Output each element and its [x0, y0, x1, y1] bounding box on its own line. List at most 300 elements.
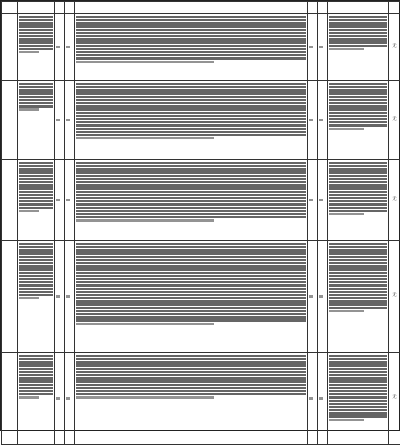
text-line — [19, 171, 53, 173]
text-line — [76, 207, 306, 209]
text-line — [19, 200, 53, 202]
text-line — [329, 108, 387, 110]
text-line — [19, 162, 53, 164]
text-line — [76, 213, 306, 215]
text-line — [329, 361, 387, 363]
text-line — [76, 380, 306, 382]
text-line — [76, 51, 306, 53]
text-line — [76, 243, 306, 245]
text-line — [19, 41, 53, 43]
text-line — [19, 294, 53, 296]
text-line — [76, 48, 306, 50]
text-line — [76, 368, 306, 370]
text-line — [329, 406, 387, 408]
text-line — [19, 249, 53, 251]
text-line — [19, 207, 53, 209]
text-line — [76, 313, 306, 315]
text-line — [76, 184, 306, 186]
text-line — [56, 295, 60, 297]
row-rectify — [389, 14, 400, 81]
row-id — [2, 14, 18, 81]
row-type-1 — [55, 241, 65, 353]
text-line — [19, 96, 53, 98]
text-line — [76, 358, 306, 360]
row-type-1 — [55, 81, 65, 160]
text-line — [76, 384, 306, 386]
text-line — [329, 118, 387, 120]
text-line — [19, 35, 53, 37]
row-type-1 — [55, 160, 65, 241]
text-line — [19, 203, 53, 205]
text-line — [76, 168, 306, 170]
text-line — [329, 121, 387, 123]
text-line — [329, 358, 387, 360]
text-line — [76, 89, 306, 91]
text-line — [19, 384, 53, 386]
row-detail-lines — [76, 162, 306, 222]
text-line — [56, 397, 60, 399]
row-dept-1-lines — [309, 397, 316, 399]
text-line — [329, 390, 387, 392]
text-line — [76, 216, 306, 218]
row-dept-1 — [308, 81, 318, 160]
text-line — [76, 300, 306, 302]
row-detail — [75, 81, 308, 160]
row-dept-2 — [318, 241, 328, 353]
text-line — [329, 396, 387, 398]
text-line — [76, 181, 306, 183]
text-line — [19, 396, 39, 398]
text-line — [329, 19, 387, 21]
text-line — [76, 303, 306, 305]
text-line — [76, 265, 306, 267]
row-type-2-lines — [66, 199, 73, 201]
text-line — [76, 19, 306, 21]
text-line — [19, 99, 53, 101]
text-line — [329, 403, 387, 405]
text-line — [76, 319, 306, 321]
row-site — [18, 81, 55, 160]
row-detail-lines — [76, 16, 306, 63]
row-id — [2, 81, 18, 160]
header-detail — [75, 2, 308, 14]
text-line — [329, 112, 387, 114]
text-line — [329, 288, 387, 290]
table-header-row — [2, 2, 400, 14]
text-line — [329, 181, 387, 183]
text-line — [19, 377, 53, 379]
row-dept-1-lines — [309, 119, 316, 121]
text-line — [19, 29, 53, 31]
text-line — [329, 171, 387, 173]
text-line — [329, 83, 387, 85]
text-line — [66, 397, 70, 399]
text-line — [329, 377, 387, 379]
text-line — [329, 281, 387, 283]
text-line — [19, 380, 53, 382]
text-line — [329, 355, 387, 357]
text-line — [76, 197, 306, 199]
text-line — [329, 307, 387, 309]
text-line — [19, 262, 53, 264]
text-line — [329, 165, 387, 167]
row-result — [328, 81, 389, 160]
text-line — [19, 387, 53, 389]
text-line — [19, 48, 53, 50]
table-row — [2, 81, 400, 160]
text-line — [329, 415, 387, 417]
row-dept-2-lines — [319, 119, 326, 121]
text-line — [329, 41, 387, 43]
text-line — [329, 243, 387, 245]
row-dept-1 — [308, 160, 318, 241]
text-line — [76, 390, 306, 392]
text-line — [76, 178, 306, 180]
text-line — [329, 16, 387, 18]
text-line — [19, 355, 53, 357]
text-line — [76, 22, 306, 24]
row-dept-1-lines — [309, 46, 316, 48]
text-line — [319, 295, 323, 297]
text-line — [19, 288, 53, 290]
text-line — [19, 32, 53, 34]
text-line — [76, 102, 306, 104]
row-type-2 — [65, 160, 75, 241]
text-line — [76, 83, 306, 85]
text-line — [76, 256, 306, 258]
row-type-2 — [65, 14, 75, 81]
text-line — [19, 390, 53, 392]
text-line — [19, 393, 53, 395]
text-line — [319, 199, 323, 201]
text-line — [76, 57, 306, 59]
row-dept-2-lines — [319, 46, 326, 48]
row-site-lines — [19, 16, 53, 53]
text-line — [329, 162, 387, 164]
text-line — [19, 178, 53, 180]
row-rectify-text: 无 — [390, 198, 399, 202]
text-line — [19, 272, 53, 274]
row-result-lines — [329, 16, 387, 50]
text-line — [329, 191, 387, 193]
text-line — [329, 200, 387, 202]
text-line — [329, 303, 387, 305]
text-line — [329, 368, 387, 370]
text-line — [329, 207, 387, 209]
text-line — [76, 374, 306, 376]
text-line — [76, 29, 306, 31]
text-line — [76, 268, 306, 270]
row-site-lines — [19, 243, 53, 299]
row-dept-2-lines — [319, 397, 326, 399]
text-line — [19, 181, 53, 183]
text-line — [56, 119, 60, 121]
text-line — [76, 108, 306, 110]
text-line — [76, 54, 306, 56]
text-line — [319, 46, 323, 48]
text-line — [329, 203, 387, 205]
table-row — [2, 241, 400, 353]
row-result — [328, 160, 389, 241]
text-line — [76, 187, 306, 189]
header-rectify — [389, 2, 400, 14]
text-line — [66, 199, 70, 201]
header-site — [18, 2, 55, 14]
row-type-1-lines — [56, 397, 63, 399]
row-site — [18, 160, 55, 241]
text-line — [329, 105, 387, 107]
text-line — [56, 199, 60, 201]
text-line — [66, 119, 70, 121]
text-line — [76, 191, 306, 193]
row-detail — [75, 160, 308, 241]
text-line — [76, 112, 306, 114]
row-result — [328, 14, 389, 81]
row-detail — [75, 241, 308, 353]
text-line — [329, 310, 364, 312]
row-type-2-lines — [66, 46, 73, 48]
row-rectify-text: 无 — [390, 118, 399, 122]
text-line — [329, 115, 387, 117]
text-line — [19, 89, 53, 91]
text-line — [76, 371, 306, 373]
text-line — [309, 46, 313, 48]
text-line — [329, 178, 387, 180]
row-dept-1-lines — [309, 199, 316, 201]
row-site-lines — [19, 83, 53, 111]
text-line — [19, 19, 53, 21]
text-line — [76, 284, 306, 286]
text-line — [329, 249, 387, 251]
text-line — [76, 41, 306, 43]
text-line — [329, 187, 387, 189]
text-line — [19, 368, 53, 370]
text-line — [329, 210, 387, 212]
text-line — [329, 45, 387, 47]
text-line — [329, 265, 387, 267]
header-type-1 — [55, 2, 65, 14]
text-line — [309, 119, 313, 121]
row-dept-1 — [308, 14, 318, 81]
inspection-table — [1, 1, 400, 445]
text-line — [19, 361, 53, 363]
table-row — [2, 14, 400, 81]
header-id — [2, 2, 18, 14]
row-detail — [75, 14, 308, 81]
text-line — [19, 265, 53, 267]
row-type-2-lines — [66, 119, 73, 121]
text-line — [329, 32, 387, 34]
row-dept-2-lines — [319, 295, 326, 297]
text-line — [19, 252, 53, 254]
text-line — [76, 387, 306, 389]
text-line — [66, 46, 70, 48]
text-line — [76, 278, 306, 280]
text-line — [76, 171, 306, 173]
text-line — [19, 105, 53, 107]
text-line — [309, 199, 313, 201]
text-line — [76, 396, 214, 398]
row-site — [18, 241, 55, 353]
text-line — [19, 197, 53, 199]
text-line — [76, 310, 306, 312]
text-line — [329, 175, 387, 177]
row-dept-2-lines — [319, 199, 326, 201]
text-line — [66, 295, 70, 297]
text-line — [329, 409, 387, 411]
text-line — [19, 187, 53, 189]
text-line — [76, 121, 306, 123]
text-line — [76, 200, 306, 202]
text-line — [329, 419, 364, 421]
text-line — [319, 397, 323, 399]
row-rectify-text: 无 — [390, 294, 399, 298]
text-line — [19, 22, 53, 24]
text-line — [19, 364, 53, 366]
text-line — [329, 412, 387, 414]
text-line — [19, 102, 53, 104]
text-line — [19, 284, 53, 286]
text-line — [19, 45, 53, 47]
text-line — [329, 384, 387, 386]
row-result-lines — [329, 162, 387, 215]
row-id — [2, 160, 18, 241]
row-type-2-lines — [66, 397, 73, 399]
text-line — [19, 175, 53, 177]
text-line — [19, 246, 53, 248]
row-detail-lines — [76, 83, 306, 139]
text-line — [76, 128, 306, 130]
text-line — [76, 124, 306, 126]
text-line — [76, 175, 306, 177]
text-line — [329, 35, 387, 37]
header-type-2 — [65, 2, 75, 14]
text-line — [76, 16, 306, 18]
text-line — [19, 108, 39, 110]
text-line — [329, 374, 387, 376]
text-line — [329, 364, 387, 366]
text-line — [19, 168, 53, 170]
text-line — [329, 99, 387, 101]
text-line — [329, 86, 387, 88]
text-line — [76, 96, 306, 98]
text-line — [76, 316, 306, 318]
text-line — [76, 272, 306, 274]
text-line — [329, 380, 387, 382]
text-line — [329, 48, 364, 50]
text-line — [19, 243, 53, 245]
text-line — [329, 124, 387, 126]
text-line — [329, 294, 387, 296]
text-line — [76, 203, 306, 205]
row-type-2 — [65, 241, 75, 353]
text-line — [19, 371, 53, 373]
text-line — [19, 268, 53, 270]
row-detail-lines — [76, 355, 306, 399]
text-line — [329, 272, 387, 274]
row-site-lines — [19, 355, 53, 399]
text-line — [76, 45, 306, 47]
text-line — [329, 278, 387, 280]
text-line — [329, 256, 387, 258]
text-line — [19, 256, 53, 258]
text-line — [19, 184, 53, 186]
text-line — [19, 92, 53, 94]
row-detail-lines — [76, 243, 306, 325]
row-dept-1 — [308, 241, 318, 353]
text-line — [329, 268, 387, 270]
text-line — [329, 252, 387, 254]
row-result-lines — [329, 243, 387, 312]
text-line — [76, 246, 306, 248]
text-line — [19, 194, 53, 196]
text-line — [329, 262, 387, 264]
row-type-2-lines — [66, 295, 73, 297]
text-line — [329, 102, 387, 104]
text-line — [76, 323, 214, 325]
text-line — [76, 355, 306, 357]
row-rectify-text: 无 — [390, 396, 399, 400]
row-site-lines — [19, 162, 53, 212]
text-line — [329, 194, 387, 196]
text-line — [76, 25, 306, 27]
text-line — [329, 297, 387, 299]
text-line — [76, 210, 306, 212]
text-line — [309, 295, 313, 297]
text-line — [76, 194, 306, 196]
row-dept-2 — [318, 14, 328, 81]
text-line — [19, 86, 53, 88]
header-dept-1 — [308, 2, 318, 14]
text-line — [19, 358, 53, 360]
text-line — [329, 38, 387, 40]
text-line — [76, 275, 306, 277]
text-line — [76, 105, 306, 107]
text-line — [76, 115, 306, 117]
text-line — [19, 83, 53, 85]
text-line — [329, 89, 387, 91]
text-line — [19, 38, 53, 40]
text-line — [76, 297, 306, 299]
text-line — [329, 92, 387, 94]
table-row — [2, 160, 400, 241]
text-line — [19, 297, 39, 299]
text-line — [76, 219, 214, 221]
text-line — [56, 46, 60, 48]
text-line — [76, 249, 306, 251]
text-line — [76, 291, 306, 293]
text-line — [76, 262, 306, 264]
row-result-lines — [329, 83, 387, 130]
text-line — [329, 371, 387, 373]
text-line — [19, 191, 53, 193]
text-line — [76, 165, 306, 167]
text-line — [76, 377, 306, 379]
text-line — [19, 25, 53, 27]
header-dept-2 — [318, 2, 328, 14]
text-line — [76, 307, 306, 309]
text-line — [329, 184, 387, 186]
text-line — [329, 22, 387, 24]
text-line — [329, 387, 387, 389]
text-line — [76, 393, 306, 395]
text-line — [76, 294, 306, 296]
text-line — [329, 197, 387, 199]
text-line — [76, 92, 306, 94]
row-type-1 — [55, 14, 65, 81]
row-dept-2 — [318, 81, 328, 160]
text-line — [76, 137, 214, 139]
